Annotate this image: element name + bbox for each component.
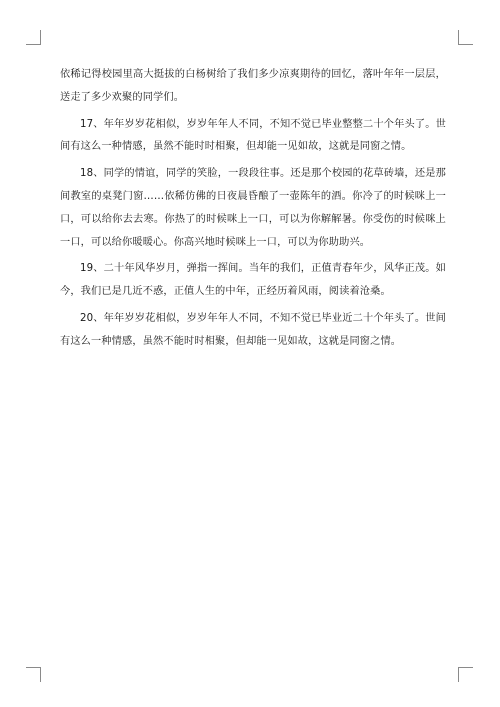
crop-mark-top-right [458,30,473,45]
paragraph-20: 20、年年岁岁花相似，岁岁年年人不同，不知不觉已毕业近二十个年头了。世间有这么一种情感，虽然不能时时相聚，但却能一见如故，这就是同窗之情。 [60,312,446,347]
crop-mark-top-left [26,30,41,45]
document-body [60,64,446,358]
paragraph-continuation: 依稀记得校园里高大挺拔的白杨树给了我们多少凉爽期待的回忆，落叶年年一层层，送走了多少欢聚的同学们。 [60,69,446,103]
crop-mark-bottom-left [26,667,41,682]
paragraph-19: 19、二十年风华岁月，弹指一挥间。当年的我们，正值青春年少，风华正茂。如今，我们已是几近不惑，正值人生的中年，正经历着风雨，阅读着沧桑。 [60,263,446,298]
paragraph-17: 17、年年岁岁花相似，岁岁年年人不同，不知不觉已毕业整整二十个年头了。世间有这么一种情感，虽然不能时时相聚，但却能一见如故，这就是同窗之情。 [60,118,446,153]
crop-mark-bottom-right [458,667,473,682]
paragraph-18: 18、同学的情谊，同学的笑脸，一段段往事。还是那个校园的花草砖墙，还是那间教室的桌凳门窗……依稀仿佛的日夜晨昏酿了一壶陈年的酒。你冷了的时候咪上一口，可以给你去去寒。你热了的时候咪上一口，可以为你解解暑。你受伤的时候咪上一口，可以给你暖暖心。你高兴地时候咪上一口，可以为你助助兴。 [60,168,446,248]
